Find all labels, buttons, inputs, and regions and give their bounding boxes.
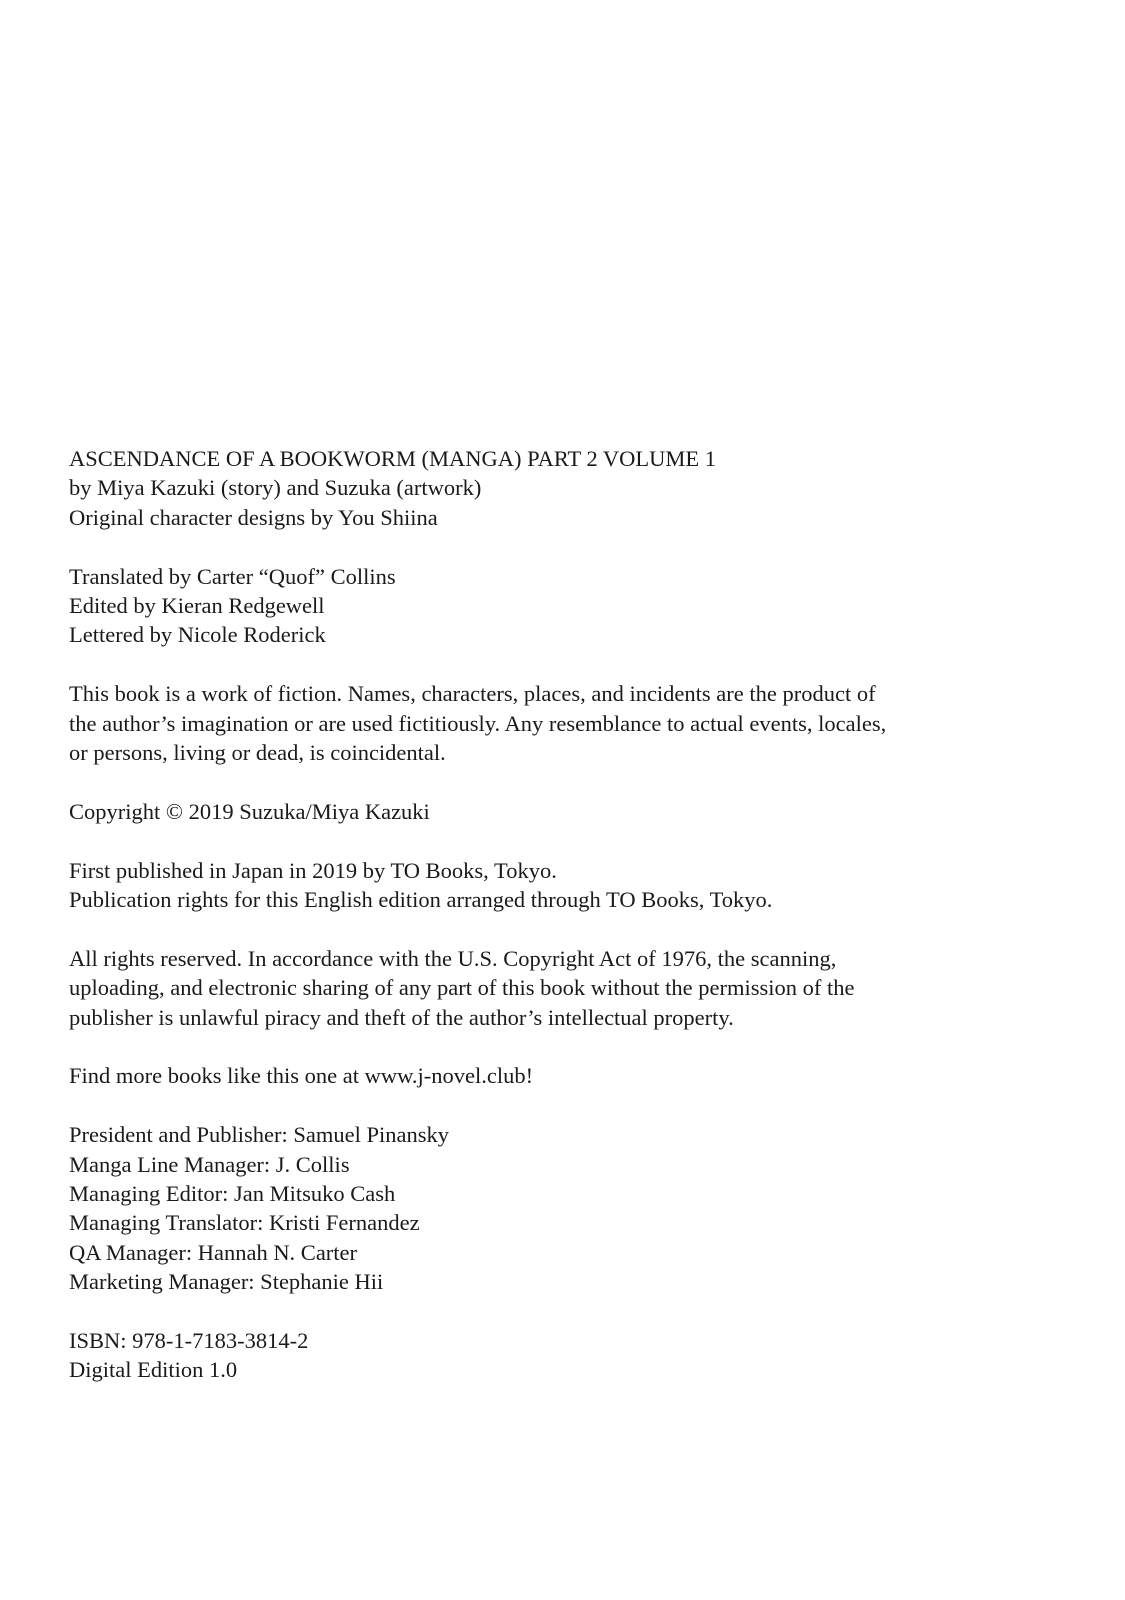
title-block (69, 444, 1069, 532)
rights-line: publisher is unlawful piracy and theft of the author’s intellectual property. (69, 1004, 734, 1030)
edition-info (69, 1326, 1069, 1385)
website-notice (69, 1061, 1069, 1090)
copyright-line: Copyright © 2019 Suzuka/Miya Kazuki (69, 798, 430, 824)
staff-item: QA Manager: Hannah N. Carter (69, 1239, 358, 1265)
book-title: ASCENDANCE OF A BOOKWORM (MANGA) PART 2 VOLUME 1 (69, 446, 717, 471)
credits-block (69, 562, 1069, 650)
fiction-disclaimer (69, 679, 1069, 767)
publication-info (69, 856, 1069, 915)
staff-item: Marketing Manager: Stephanie Hii (69, 1269, 384, 1295)
rights-line: All rights reserved. In accordance with the U.S. Copyright Act of 1976, the scanning, (69, 945, 837, 971)
character-designs-credit: Original character designs by You Shiina (69, 504, 438, 530)
edition-version: Digital Edition 1.0 (69, 1357, 238, 1383)
staff-item: Managing Editor: Jan Mitsuko Cash (69, 1181, 396, 1207)
disclaimer-line: This book is a work of fiction. Names, characters, places, and incidents are the product of (69, 681, 876, 707)
website-line: Find more books like this one at www.j-novel.club! (69, 1063, 534, 1089)
publication-line: Publication rights for this English edition arranged through TO Books, Tokyo. (69, 887, 773, 913)
staff-item: Manga Line Manager: J. Collis (69, 1151, 350, 1177)
letterer-credit: Lettered by Nicole Roderick (69, 622, 326, 648)
staff-item: Managing Translator: Kristi Fernandez (69, 1210, 420, 1236)
disclaimer-line: or persons, living or dead, is coincidental. (69, 740, 446, 766)
staff-item: President and Publisher: Samuel Pinansky (69, 1122, 449, 1148)
copyright-notice (69, 797, 1069, 826)
copyright-text-block (69, 444, 1069, 1414)
translator-credit: Translated by Carter “Quof” Collins (69, 563, 396, 589)
disclaimer-line: the author’s imagination or are used fictitiously. Any resemblance to actual events, locales, (69, 710, 887, 736)
publication-line: First published in Japan in 2019 by TO Books, Tokyo. (69, 857, 557, 883)
staff-list (69, 1120, 1069, 1296)
byline: by Miya Kazuki (story) and Suzuka (artwork) (69, 475, 482, 501)
rights-notice (69, 944, 1069, 1032)
isbn: ISBN: 978-1-7183-3814-2 (69, 1328, 309, 1354)
rights-line: uploading, and electronic sharing of any part of this book without the permission of the (69, 975, 855, 1001)
editor-credit: Edited by Kieran Redgewell (69, 593, 325, 619)
